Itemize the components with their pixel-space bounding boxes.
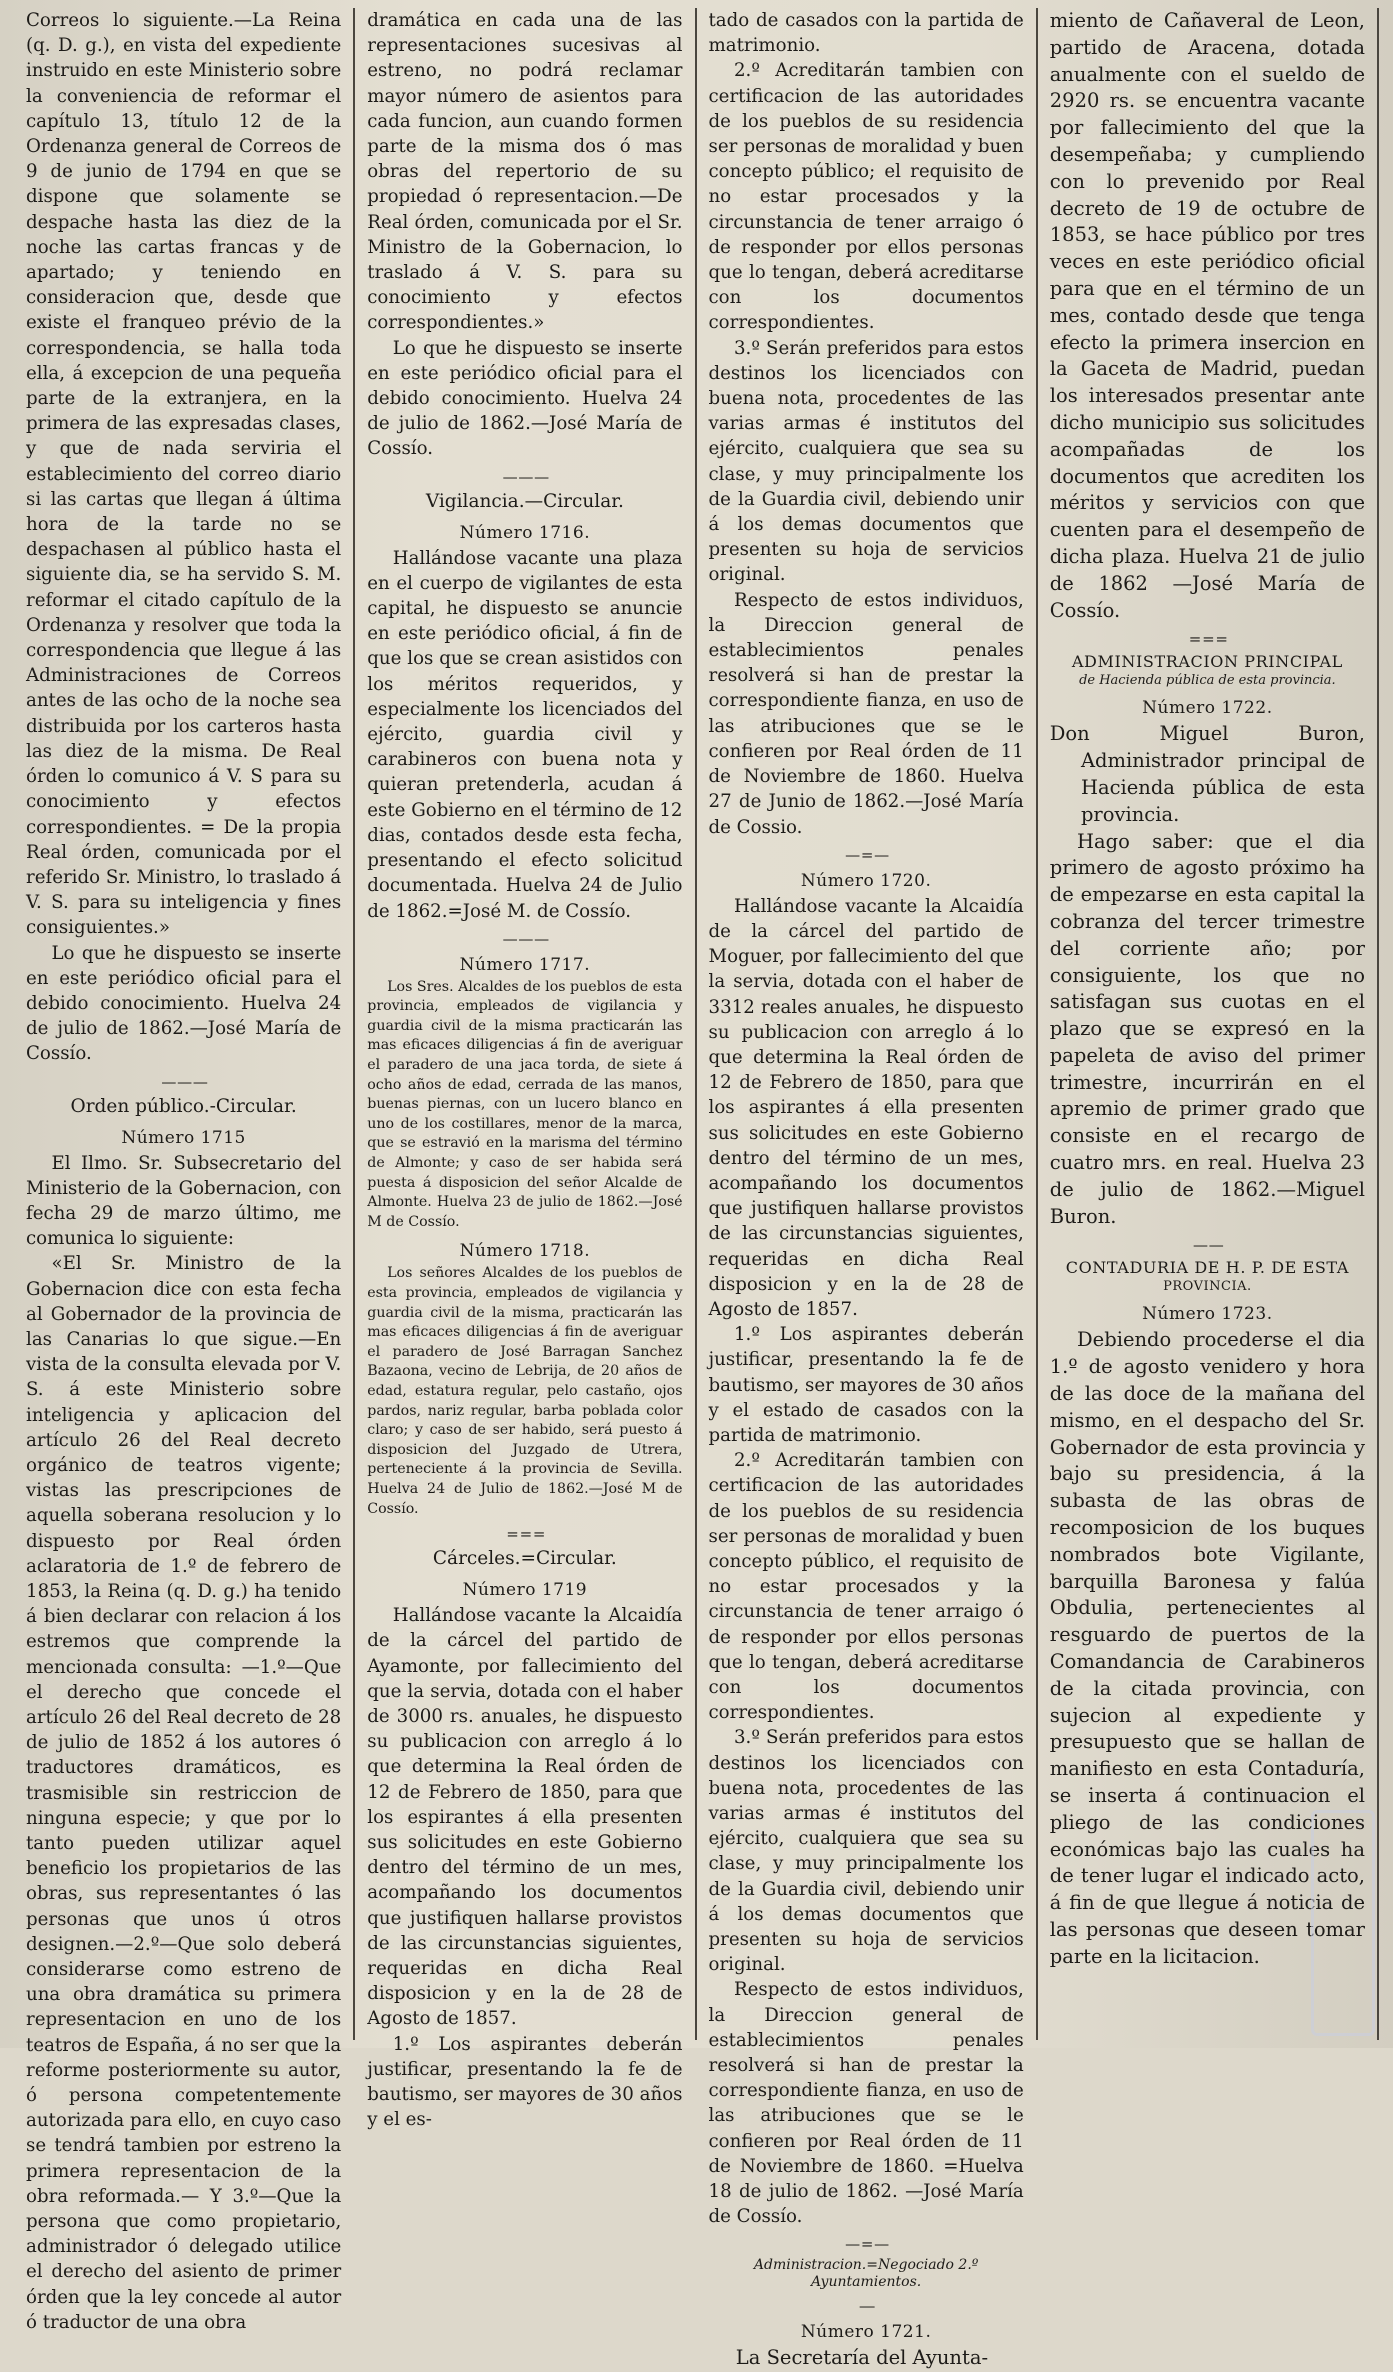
section-subheading: de Hacienda pública de esta provincia. — [1079, 673, 1336, 689]
paragraph: Hago saber: que el dia primero de agosto próximo ha de empezarse en esta capital la cobranza del tercer trimestre del corriente año; por consiguiente, los que no satisfagan sus cuotas en el plazo que se expresó en la papeleta de aviso del primer trimestre, incurrirán en el apremio de primer grado que consiste en el recargo de cuatro mrs. en real. Huelva 23 de julio de 1862.—Miguel Buron. — [1049, 829, 1365, 1228]
paragraph: Hallándose vacante la Alcaidía de la cárcel del partido de Moguer, por fallecimiento del que la servia, dotada con el haber de 3312 reales anuales, he dispuesto su publicacion con arreglo á lo que determina la Real órden de 12 de Febrero de 1850, para que los aspirantes á ella presenten sus solicitudes en este Gobierno dentro del término de un mes, acompañando los documentos que justifiquen hallarse provistos de las circunstancias siguientes, requeridas en dicha Real disposicion y en la de 28 de Agosto de 1857. — [708, 895, 1024, 1320]
item-number: Número 1716. — [459, 522, 591, 543]
separator: ― — [859, 2297, 873, 2316]
separator: — — — — [502, 929, 548, 948]
item-number: Número 1718. — [459, 1241, 591, 1262]
item-number: Número 1722. — [1142, 698, 1273, 719]
paragraph: El Ilmo. Sr. Subsecretario del Ministerio de la Gobernacion, con fecha 29 de marzo último, me comunica lo siguiente: — [26, 1152, 342, 1250]
paragraph: Los señores Alcaldes de los pueblos de esta provincia, empleados de vigilancia y guardia civil de la misma, practicarán las mas eficaces diligencias á fin de averiguar el paradero de José Barragan Sanchez Bazaona, vecino de Lebrija, de 20 años de edad, estatura regular, pelo castaño, ojos pardos, nariz regular, barba poblada color claro; y caso de ser habido, será puesto á disposicion del Juzgado de Utrera, perteneciente á la provincia de Sevilla. Huelva 24 de Julio de 1862.—José M de Cossío. — [367, 1265, 683, 1517]
item-number: Número 1721. — [800, 2322, 932, 2343]
paragraph: 1.º Los aspirantes deberán justificar, presentando la fe de bautismo, ser mayores de 30 años y el es- — [367, 2033, 683, 2131]
item-number: Número 1719 — [462, 1580, 588, 1601]
paragraph: Lo que he dispuesto se inserte en este periódico oficial para el debido conocimiento. Huelva 24 de julio de 1862.—José María de Cossío. — [367, 337, 683, 460]
paragraph: Correos lo siguiente.—La Reina (q. D. g.), en vista del expediente instruido en este Ministerio sobre la conveniencia de reformar el capítulo 13, título 12 de la Ordenanza general de Correos de 9 de junio de 1794 en que se dispone que solamente se despache hasta las diez de la noche las cartas francas y de apartado; y teniendo en consideracion que, desde que existe el franqueo prévio de la correspondencia, se halla toda ella, á excepcion de una pequeña parte de la extranjera, en la primera de las expresadas clases, y que de nada serviria el establecimiento del correo diario si las cartas que llegan á última hora de la tarde no se despachasen al público hasta el siguiente dia, se ha servido S. M. reformar el citado capítulo de la Ordenanza y resolver que toda la correspondencia que llegue á las Administraciones de Correos antes de las ocho de la noche sea distribuida por los carteros hasta las diez de la misma. De Real órden lo comunico á V. S para su conocimiento y efectos correspondientes. = De la propia Real órden, comunicada por el referido Sr. Ministro, lo traslado á V. S. para su inteligencia y fines consiguientes.» — [26, 10, 342, 939]
paragraph: Hallándose vacante una plaza en el cuerpo de vigilantes de esta capital, he dispuesto se anuncie en este periódico oficial, á fin de que los que se crean asistidos con los méritos requeridos, y especialmente los licenciados del ejército, guardia civil y carabineros con buena nota y quieran pretenderla, acudan á este Gobierno en el término de 12 dias, contados desde esta fecha, presentando el efecto solicitud documentada. Huelva 24 de Julio de 1862.=José M. de Cossío. — [367, 547, 683, 922]
item-number: Número 1717. — [459, 954, 591, 975]
item-number: Número 1720. — [800, 870, 932, 891]
separator: — — — — [161, 1072, 206, 1091]
paragraph: 3.º Serán preferidos para estos destinos los licenciados con buena nota, procedentes de las varias armas é institutos del ejército, cualquiera que sea su clase, y muy principalmente los de la Guardia civil, debiendo unir á los demas documentos que presenten su hoja de servicios original. — [708, 1727, 1024, 1976]
section-heading: Orden público.-Circular. — [70, 1095, 297, 1117]
paragraph: Don Miguel Buron, Administrador principal de Hacienda pública de esta provincia. — [1049, 722, 1365, 826]
section-heading: CONTADURIA DE H. P. DE ESTA — [1065, 1258, 1349, 1278]
section-heading: ADMINISTRACION PRINCIPAL — [1071, 652, 1343, 672]
paragraph: Debiendo procederse el dia 1.º de agosto venidero y hora de las doce de la mañana del mismo, en el despacho del Sr. Gobernador de esta provincia y bajo su presidencia, á la subasta de las obras de recomposicion de los buques nombrados bote Vigilante, barquilla Baronesa y falúa Obdulia, pertenecientes al resguardo de puertos de la Comandancia de Carabineros de la citada provincia, con sujecion al expediente y presupuesto que se hallan de manifiesto en esta Contaduría, se inserta á continuacion el pliego de las condiciones económicas bajo las cuales ha de tener lugar el indicado acto, á fin de que llegue á noticia de las personas que deseen tomar parte en la licitacion. — [1049, 1328, 1365, 1968]
paragraph: 2.º Acreditarán tambien con certificacion de las autoridades de los pueblos de su residencia ser personas de moralidad y buen concepto público, el requisito de no estar procesados y la circunstancia de tener arraigo ó de responder por ellos personas que lo tengan, deberá acreditarse con los documentos correspondientes. — [708, 1450, 1024, 1724]
section-heading: Cárceles.=Circular. — [432, 1548, 617, 1570]
paragraph: miento de Cañaveral de Leon, partido de Aracena, dotada anualmente con el sueldo de 2920 rs. se encuentra vacante por fallecimiento del que la desempeñaba; y cumpliendo con lo prevenido por Real decreto de 19 de octubre de 1853, se hace público por tres veces en este periódico oficial para que en el término de un mes, contado desde que tenga efecto la primera insercion en la Gaceta de Madrid, puedan los interesados presentar ante dicho municipio sus solicitudes acompañadas de los documentos que acrediten los méritos y servicios con que cuenten para el desempeño de dicha plaza. Huelva 21 de julio de 1862 —José María de Cossío. — [1049, 9, 1365, 622]
item-number: Número 1715 — [121, 1127, 246, 1148]
separator: = = = — [506, 1525, 544, 1544]
column-4 — [1038, 8, 1379, 2040]
paragraph: tado de casados con la partida de matrimonio. — [708, 10, 1024, 57]
paragraph: Respecto de estos individuos, la Direccion general de establecimientos penales resolverá si han de prestar la correspondiente fianza, en uso de las atribuciones que se le confieren por Real órden de 11 de Noviembre de 1860. =Huelva 18 de julio de 1862. —José María de Cossío. — [708, 1979, 1024, 2228]
separator: = = = — [1188, 630, 1226, 649]
paragraph: Lo que he dispuesto se inserte en este periódico oficial para el debido conocimiento. Huelva 24 de julio de 1862.—José María de Cossío. — [26, 942, 342, 1065]
library-stamp-mark — [1311, 1810, 1375, 2036]
separator: — — — [1192, 1236, 1222, 1255]
paragraph: 2.º Acreditarán tambien con certificacion de las autoridades de los pueblos de su residencia ser personas de moralidad y buen concepto público; el requisito de no estar procesados y la circunstancia de tener arraigo ó de responder por ellos personas que lo tengan, deberá acreditarse con los documentos correspondientes. — [708, 60, 1024, 334]
separator: — = — — [845, 845, 888, 864]
separator: — = — — [845, 2235, 888, 2254]
section-heading: Administracion.=Negociado 2.º Ayuntamientos. — [753, 2257, 979, 2291]
paragraph: Los Sres. Alcaldes de los pueblos de esta provincia, empleados de vigilancia y guardia civil de la misma practicarán las mas eficaces diligencias á fin de averiguar el paradero de una jaca torda, de siete á ocho años de edad, cerrada de las manos, buenas piernas, con un lucero blanco en uno de los costillares, menor de la marca, que se estravió en la marisma del término de Almonte; y caso de ser habida será puesta á disposicion del señor Alcalde de Almonte. Huelva 23 de julio de 1862.—José M de Cossío. — [367, 978, 683, 1230]
paragraph: dramática en cada una de las representaciones sucesivas al estreno, no podrá reclamar mayor número de asientos para cada funcion, aun cuando formen parte de la misma dos ó mas obras del repertorio de su propiedad ó representacion.—De Real órden, comunicada por el Sr. Ministro de la Gobernacion, lo traslado á V. S. para su conocimiento y efectos correspondientes.» — [367, 10, 683, 334]
section-heading: Vigilancia.—Circular. — [425, 490, 624, 512]
paragraph: 3.º Serán preferidos para estos destinos los licenciados con buena nota, procedentes de las varias armas é institutos del ejército, cualquiera que sea su clase, y muy principalmente los de la Guardia civil, debiendo unir á los demas documentos que presenten su hoja de servicios original. — [708, 337, 1024, 586]
paragraph: Hallándose vacante la Alcaidía de la cárcel del partido de Ayamonte, por fallecimiento del que la servia, dotada con el haber de 3000 rs. anuales, he dispuesto su publicacion con arreglo á lo que determina la Real órden de 12 de Febrero de 1850, para que los espirantes á ella presenten sus solicitudes en este Gobierno dentro del término de un mes, acompañando los documentos que justifiquen hallarse provistos de las circunstancias siguientes, requeridas en dicha Real disposicion y en la de 28 de Agosto de 1857. — [367, 1605, 683, 2030]
section-subheading: PROVINCIA. — [1163, 1279, 1252, 1295]
paragraph: «El Sr. Ministro de la Gobernacion dice con esta fecha al Gobernador de la provincia de las Canarias lo que sigue.—En vista de la consulta elevada por V. S. á este Ministerio sobre inteligencia y aplicacion del artículo 26 del Real decreto orgánico de teatros vigente; vistas las prescripciones de aquella soberana resolucion y lo dispuesto por Real órden aclaratoria de 1.º de febrero de 1853, la Reina (q. D. g.) ha tenido á bien declarar con relacion á los estremos que comprende la mencionada consulta: —1.º—Que el derecho que concede el artículo 26 del Real decreto de 28 de julio de 1852 á los autores ó traductores dramáticos, es trasmisible sin restriccion de ninguna especie; y que por lo tanto pueden utilizar aquel beneficio los propietarios de las obras, sus representantes ó las personas que unos ú otros designen.—2.º—Que solo deberá considerarse como estreno de una obra dramática su primera representacion en uno de los teatros de España, á no ser que la reforme posteriormente su autor, ó persona competentemente autorizada para ello, en cuyo caso se tendrá tambien por estreno la primera representacion de la obra reformada.— Y 3.º—Que la persona que como propietario, administrador ó delegado utilice el derecho del asiento de primer órden que la ley concede al autor ó traductor de una obra — [26, 1253, 342, 2333]
item-number: Número 1723. — [1142, 1304, 1273, 1325]
paragraph: Respecto de estos individuos, la Direccion general de establecimientos penales resolverá si han de prestar la correspondiente fianza, en uso de las atribuciones que se le confieren por Real órden de 11 de Noviembre de 1860. Huelva 27 de Junio de 1862.—José María de Cossio. — [708, 589, 1024, 838]
paragraph: 1.º Los aspirantes deberán justificar, presentando la fe de bautismo, ser mayores de 30 años y el estado de casados con la partida de matrimonio. — [708, 1324, 1024, 1446]
separator: — — — — [502, 467, 548, 486]
column-1 — [22, 8, 355, 2333]
paragraph: La Secretaría del Ayunta- — [735, 2346, 989, 2370]
column-2 — [355, 8, 696, 2131]
column-3 — [697, 8, 1038, 2370]
